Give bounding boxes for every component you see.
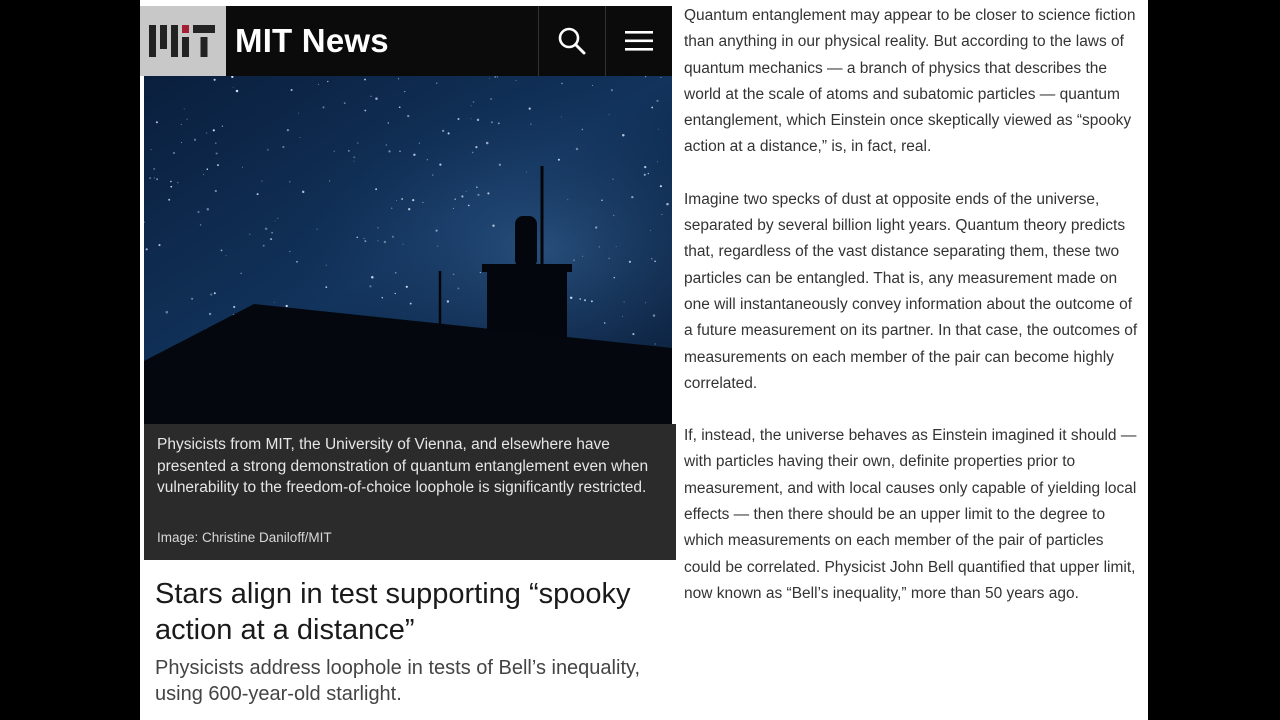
image-caption (144, 424, 676, 560)
search-button[interactable] (538, 6, 605, 76)
article-paragraph: Quantum entanglement may appear to be closer to science fiction than anything in our physical reality. But according to the laws of quantum mechanics — a branch of physics that describes the world at the scale of atoms and subatomic particles — quantum entanglement, which Einstein once skeptically viewed as “spooky action at a distance,” is, in fact, real. (684, 7, 1136, 156)
article-paragraph: Imagine two specks of dust at opposite ends of the universe, separated by several billion light years. Quantum theory predicts that, regardless of the vast distance separating them, these two particles can be entangled. That is, any measurement made on one will instantaneously convey information about the outcome of a future measurement on its partner. In that case, the outcomes of measurements on each member of the pair can become highly correlated. (684, 190, 1138, 392)
news-card (140, 6, 676, 720)
caption-text: Physicists from MIT, the University of Vienna, and elsewhere have presented a strong demonstration of quantum entanglement even when vulnerability to the freedom-of-choice loophole is significantly restricted. (157, 436, 649, 496)
site-brand[interactable]: MIT News (235, 22, 389, 59)
menu-button[interactable] (605, 6, 672, 76)
mit-logo[interactable] (140, 6, 226, 76)
article-body (684, 3, 1144, 633)
image-credit: Image: Christine Daniloff/MIT (157, 530, 332, 545)
article-paragraph: If, instead, the universe behaves as Einstein imagined it should — with particles having their own, definite properties prior to measurement, and with local causes only capable of yielding local effects — then there should be an upper limit to the degree to which measurements on each member of the pair of particles could be correlated. Physicist John Bell quantified that upper limit, now known as “Bell’s inequality,” more than 50 years ago. (684, 427, 1137, 602)
search-icon (557, 26, 587, 56)
night-sky-illustration (144, 76, 672, 424)
article-subhead: Physicists address loophole in tests of Bell’s inequality, using 600-year-old starlight. (155, 657, 641, 705)
site-header (140, 6, 672, 76)
article-headline[interactable]: Stars align in test supporting “spooky action at a distance” (155, 578, 631, 646)
hero-image (144, 76, 672, 424)
hamburger-menu-icon (624, 29, 654, 53)
mit-logo-icon (147, 21, 219, 61)
